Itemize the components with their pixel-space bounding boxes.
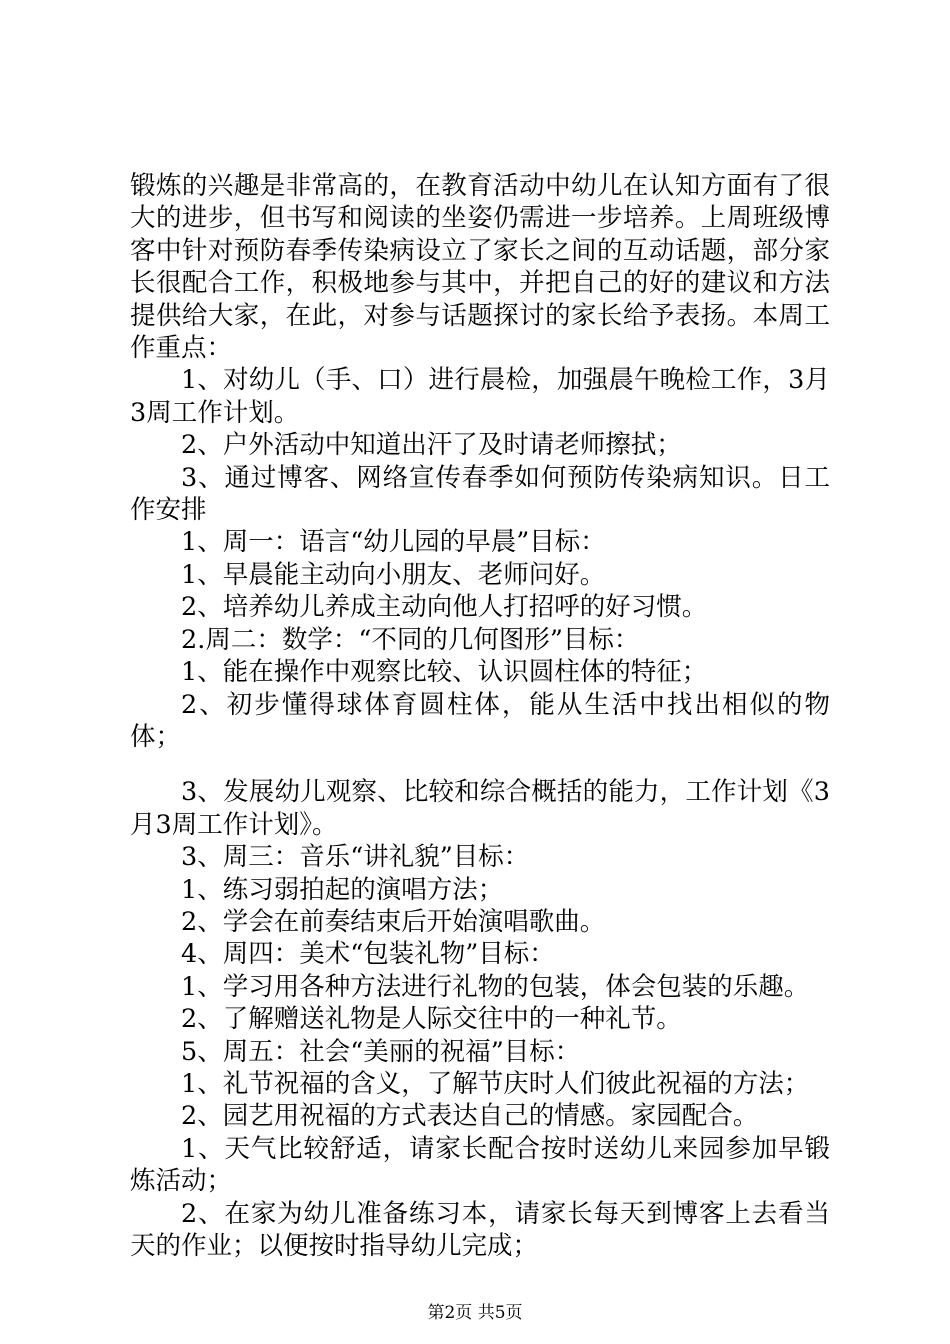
page-number-total: 共5页 — [477, 1303, 523, 1323]
paragraph-monday-goal-2: 2、培养幼儿养成主动向他人打招呼的好习惯。 — [181, 592, 708, 623]
paragraph-tuesday-title: 2.周二：数学：“不同的几何图形”目标： — [181, 624, 640, 655]
paragraph-friday-title: 5、周五：社会“美丽的祝福”目标： — [181, 1036, 581, 1067]
paragraph-thursday-goal-1: 1、学习用各种方法进行礼物的包装，体会包装的乐趣。 — [181, 971, 810, 1002]
paragraph-friday-goal-1: 1、礼节祝福的含义，了解节庆时人们彼此祝福的方法； — [181, 1068, 810, 1099]
paragraph-monday-title: 1、周一：语言“幼儿园的早晨”目标： — [181, 527, 606, 558]
paragraph-focus-1: 1、对幼儿（手、口）进行晨检，加强晨午晚检工作，3月3周工作计划。 — [130, 365, 830, 428]
paragraph-wednesday-goal-1: 1、练习弱拍起的演唱方法； — [181, 874, 504, 905]
paragraph-wednesday-goal-2: 2、学会在前奏结束后开始演唱歌曲。 — [181, 906, 606, 937]
paragraph-focus-3: 3、通过博客、网络宣传春季如何预防传染病知识。日工作安排 — [130, 462, 830, 526]
paragraph-home-coop-1: 1、天气比较舒适，请家长配合按时送幼儿来园参加早锻炼活动； — [130, 1133, 830, 1197]
paragraph-thursday-title: 4、周四：美术“包装礼物”目标： — [181, 939, 555, 970]
paragraph-focus-2: 2、户外活动中知道出汗了及时请老师擦拭； — [181, 430, 682, 461]
paragraph-tuesday-goal-2: 2、初步懂得球体育圆柱体，能从生活中找出相似的物体； — [130, 689, 830, 752]
page-footer — [0, 1303, 950, 1323]
paragraph-wednesday-title: 3、周三：音乐“讲礼貌”目标： — [181, 842, 530, 873]
paragraph-tuesday-goal-3: 3、发展幼儿观察、比较和综合概括的能力，工作计划《3月3周工作计划》。 — [130, 777, 830, 840]
paragraph-friday-goal-2: 2、园艺用祝福的方式表达自己的情感。家园配合。 — [181, 1101, 759, 1132]
paragraph-monday-goal-1: 1、早晨能主动向小朋友、老师问好。 — [181, 559, 606, 590]
paragraph-thursday-goal-2: 2、了解赠送礼物是人际交往中的一种礼节。 — [181, 1004, 682, 1035]
paragraph-home-coop-2: 2、在家为幼儿准备练习本，请家长每天到博客上去看当天的作业；以便按时指导幼儿完成； — [130, 1198, 830, 1261]
paragraph-tuesday-goal-1: 1、能在操作中观察比较、认识圆柱体的特征； — [181, 657, 708, 688]
page-number-current: 第2页 — [427, 1303, 473, 1323]
paragraph-intro: 锻炼的兴趣是非常高的，在教育活动中幼儿在认知方面有了很大的进步，但书写和阅读的坐姿仍需进一步培养。上周班级博客中针对预防春季传染病设立了家长之间的互动话题，部分家长很配合工作，积极地参与其中，并把自己的好的建议和方法提供给大家，在此，对参与话题探讨的家长给予表扬。本周工作重点： — [130, 171, 830, 364]
document-body — [130, 170, 830, 1262]
